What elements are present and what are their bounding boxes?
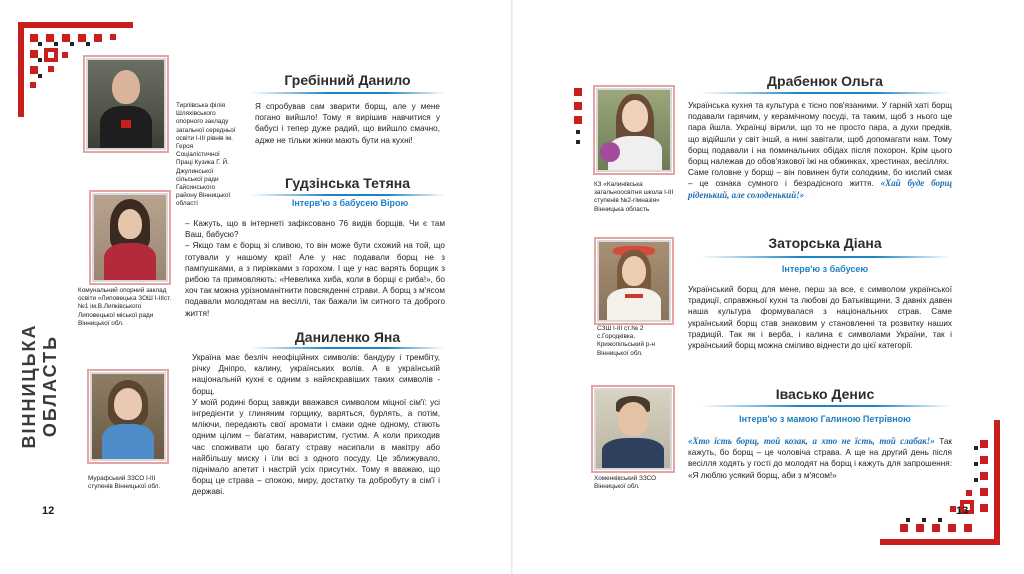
- text-zatorska: Український борщ для мене, перш за все, є символом української традиції, справжньої кухні та любові до Батьківщини. З давніх давен наша культура формувалася з національних страв. Саме український борщ став знаковим у становленні та розвитку наших традицій. Так як і верба, і калина є символами України, так і український борщ можна сміливо віднести до цієї категорії.: [688, 285, 952, 351]
- paragraph: У моїй родині борщ завжди вважався символом міцної сім'ї: усі інгредієнти у глиняним горщику, варяться, бурлять, а потім, мліючи, передають свої аромати і смаки одне одному, стають одним цілим – багатим, наваристим, густим. А коли приходив час споживати цю багату страву насипали в макітру або найбільшу миску і їли всі з одного посуду. Це зближувало, піднімало апетит і настрій усіх присутніх. Тому я вважаю, що борщ це страва – спокою, миру, достатку та добробуту в сім'ї і державі.: [192, 397, 440, 497]
- caption-drabeniuk: КЗ «Калинівська загальноосвітня школа І-ІІІ ступенів №2-гімназія» Вінницька область: [594, 181, 674, 213]
- student-photo-drabeniuk: [596, 88, 672, 172]
- name-underline-grebinnyi: [250, 92, 445, 94]
- text-grebinnyi: Я спробував сам зварити борщ, але у мене погано вийшло! Тому я вирішив навчитися у бабусі і тепер дуже радий, що вийшло смачно, адже не тільки жінки мають бути на кухні!: [255, 102, 440, 145]
- spread-divider: [511, 0, 513, 574]
- paragraph: Українська кухня та культура є тісно пов'язаними. У гарній хаті борщ подавали гарячим, у керамічному посуді, та таким, щоб з нього ще пара йшла. Українці вірили, що то не просто пара, а духи предків, що відійшли у світ іншй, а нині завітали, щоб допомагати нам. Тому борщ подавали і на поминальних обідах після похорон. Крім цього борщ належав до обов'язкової їжі на обжинках, хрестинах, весіллях.: [688, 101, 952, 167]
- quote-drabeniuk: «Хай буде борщ ріденький, але солоденький!»: [688, 178, 952, 200]
- text-ivasko: [688, 436, 952, 481]
- student-photo-gudzinska: [92, 193, 168, 282]
- page-number-left: 12: [42, 505, 55, 517]
- name-underline-ivasko: [700, 405, 950, 407]
- interview-subtitle-gudzinska: Інтерв'ю з бабусею Вірою: [291, 198, 409, 208]
- name-zatorska: Заторська Діана: [768, 235, 882, 251]
- name-danylenko: Даниленко Яна: [294, 329, 401, 345]
- name-drabeniuk: Драбенюк Ольга: [767, 73, 883, 89]
- paragraph: Україна має безліч неофіційних символів: бандуру і трембіту, річку Дніпро, калину, українських волів. А в українській національній кухні є одним з найяскравіших таких символів - борщ.: [192, 353, 440, 396]
- quote-ivasko: «Хто їсть борщ, той козак, а хто не їсть, той слабак!»: [688, 436, 935, 446]
- name-underline-drabeniuk: [700, 92, 950, 94]
- name-ivasko: Івасько Денис: [775, 386, 875, 402]
- paragraph: [688, 436, 952, 481]
- text-drabeniuk: [688, 100, 952, 201]
- name-underline-danylenko: [250, 347, 445, 349]
- paragraph: [688, 167, 952, 201]
- caption-ivasko: Хоменківський ЗЗСО Вінницької обл.: [594, 475, 657, 491]
- caption-danylenko: Мурафський ЗЗСО І-ІІІ ступенів Вінницької обл.: [88, 475, 161, 491]
- text-gudzinska: [185, 218, 445, 319]
- student-photo-ivasko: [594, 388, 672, 470]
- paragraph-text: Саме головне у борщі – він повинен бути солодким, бо кислий смак – це ознака сумного і безрадісного життя.: [688, 168, 952, 189]
- paragraph: – Якщо там є борщ зі сливою, то він може бути схожий на той, що готували у нашому краї! Але у нас подавали борщ не з пампушками, а з пиріжками з горохом. І ще у нас варять борщик з рибою та примовляють: «Невелика хиба, коли в борщі є риба!», бо хоч так можна урізноманітнити повсякденні страви. А борщ з м'ясом подавали молодятам на весіллі, так бажали їм ситного та доброго життя!: [185, 241, 445, 318]
- paragraph-text: Так кажуть, бо борщ – це чоловіча страва. А ще на другий день після весілля ходять у гості до молодят на борщ і кажуть для запрошення: «Я люблю усякий борщ, аби з м'ясом!»: [688, 437, 952, 480]
- name-gudzinska: Гудзінська Тетяна: [284, 175, 410, 191]
- name-underline-gudzinska: [250, 194, 445, 196]
- interview-subtitle-zatorska: Інтерв'ю з бабусею: [781, 264, 869, 274]
- caption-grebinnyi: Тирлівська філія Шляхівського опорного закладу загальної середньої освіти І-ІІІ рівнів ім. Героя Соціалістичної Праці Кузика Г. Й. Джулинської сільської ради Гайсинського району Вінницької області: [176, 102, 236, 208]
- name-grebinnyi: Гребінний Данило: [284, 72, 411, 88]
- page-number-right: 13: [956, 505, 969, 517]
- region-title: ВІННИЦЬКА ОБЛАСТЬ: [19, 323, 60, 449]
- caption-zatorska: СЗШ І-ІІІ ст.№ 2 с.Городківка, Крижопільський р-н Вінницької обл.: [597, 325, 656, 357]
- student-photo-zatorska: [597, 240, 671, 322]
- name-underline-zatorska: [700, 256, 950, 258]
- student-photo-danylenko: [90, 372, 166, 461]
- paragraph: – Кажуть, що в інтернеті зафіксовано 76 видів борщів. Чи є там Ваш, бабусю?: [185, 219, 445, 240]
- embroidery-ornament-top-right: [570, 88, 588, 158]
- interview-subtitle-ivasko: Інтерв'ю з мамою Галиною Петрівною: [739, 414, 911, 424]
- caption-gudzinska: Комунальний опорний заклад освіти «Липовецька ЗОШ І-ІІІст.№1 ім.В.Липківського Липовецької міської ради Вінницької обл.: [78, 287, 172, 327]
- text-danylenko: [192, 352, 440, 498]
